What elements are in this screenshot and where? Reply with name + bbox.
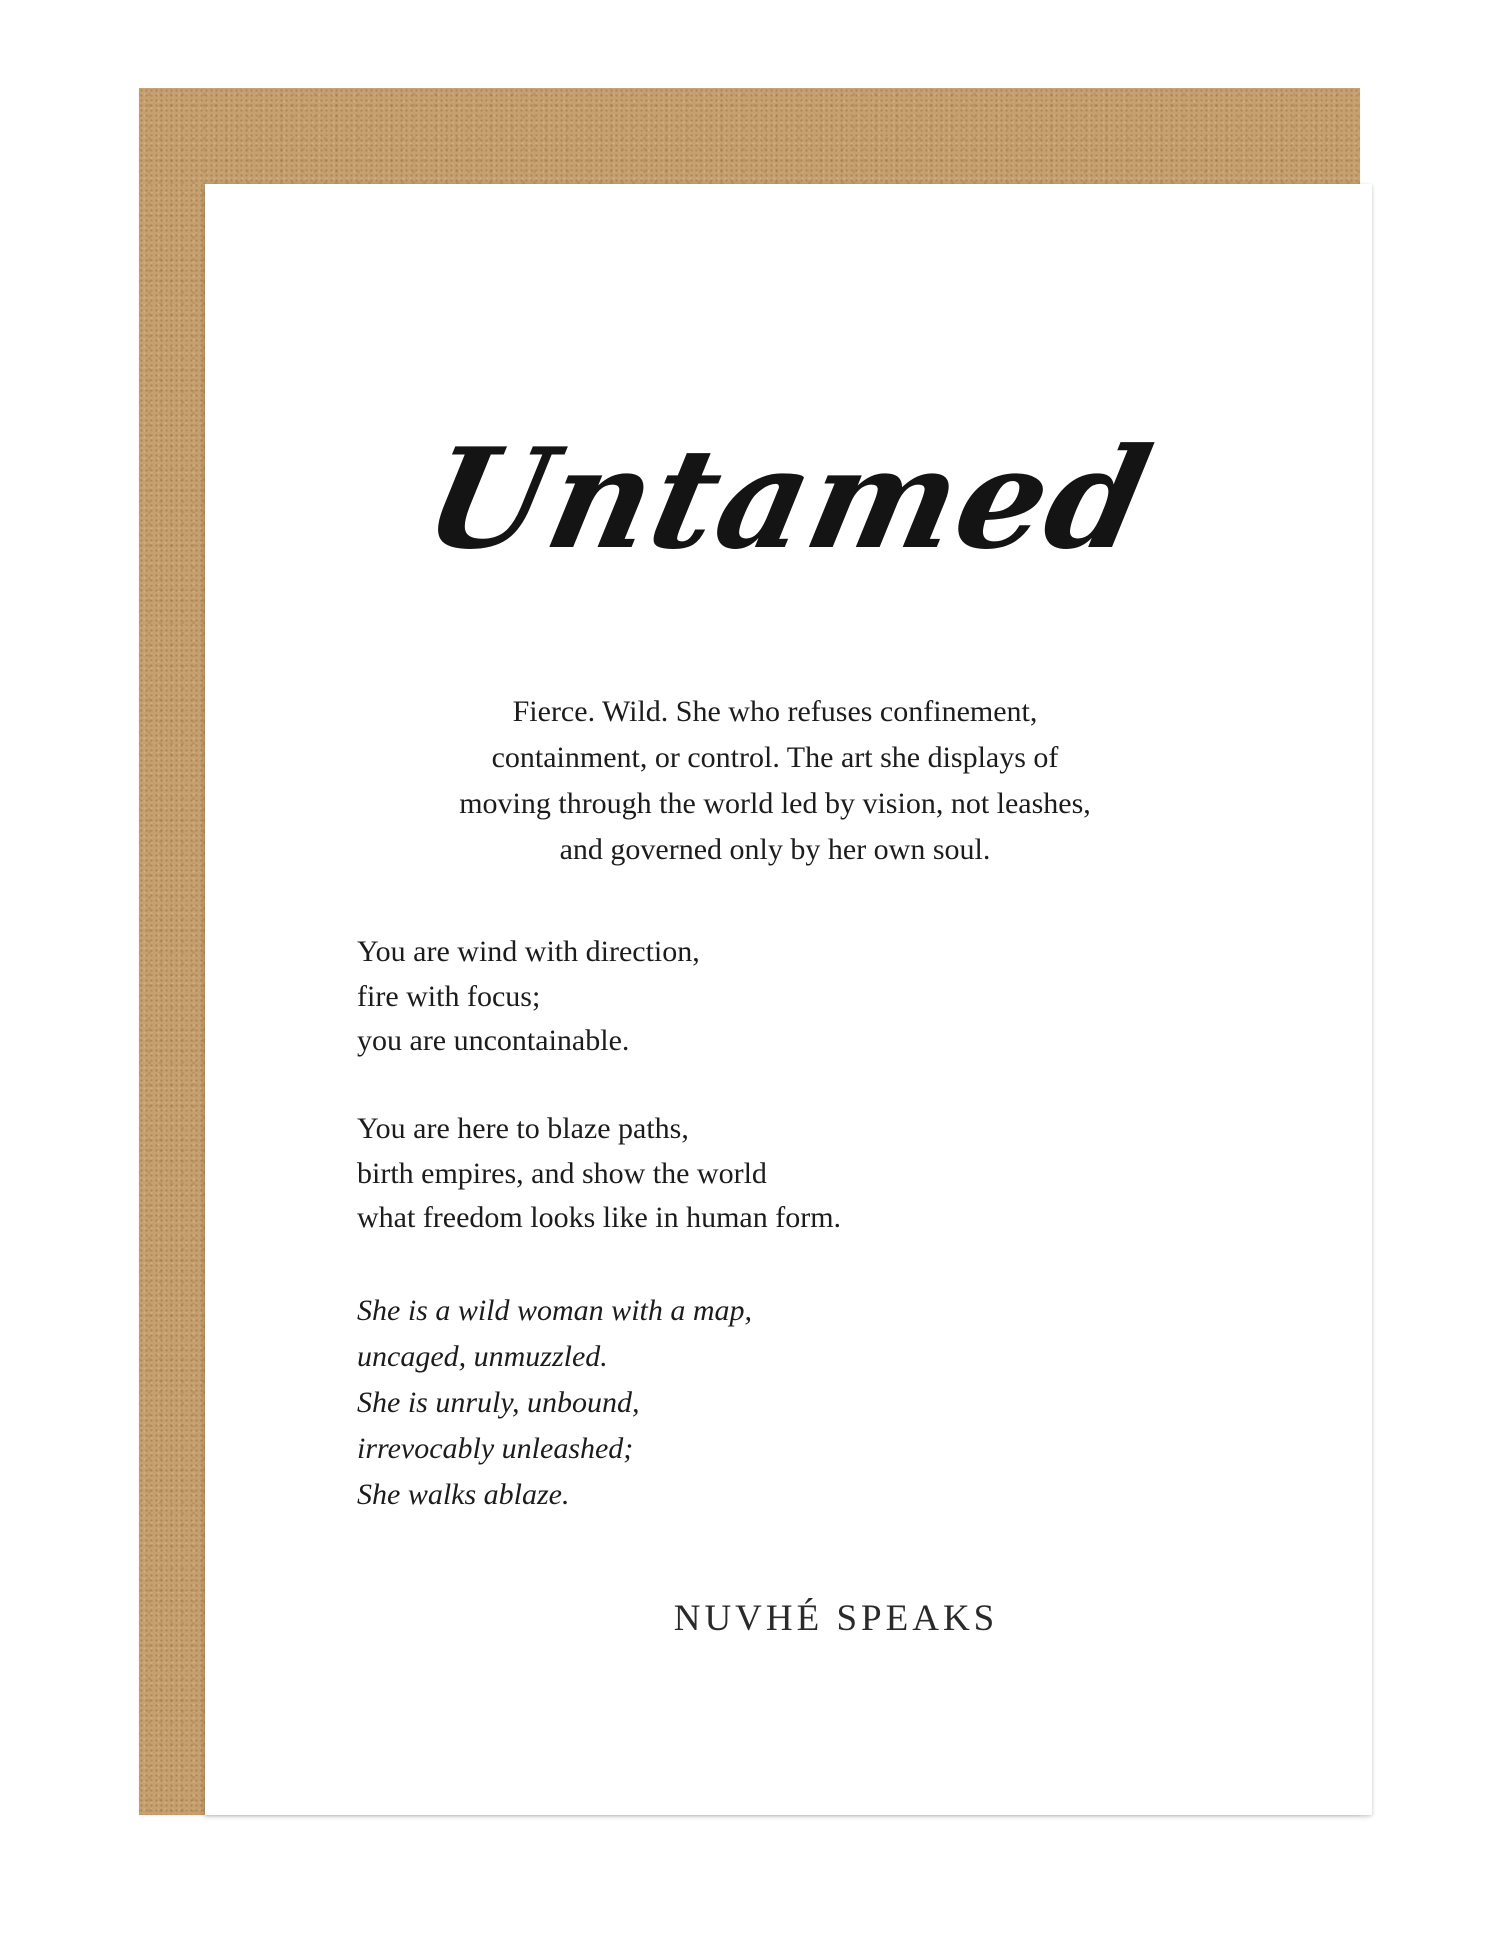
definition-line: moving through the world led by vision, not leashes,: [459, 787, 1091, 820]
poem-line: You are here to blaze paths,: [357, 1112, 689, 1145]
poem-line: She walks ablaze.: [357, 1478, 570, 1511]
definition-line: Fierce. Wild. She who refuses confinement,: [512, 695, 1038, 728]
poem-line: fire with focus;: [357, 979, 541, 1013]
poem-stanza-3: [357, 1288, 752, 1518]
definition-text: [325, 689, 1225, 873]
poem-line: what freedom looks like in human form.: [357, 1201, 842, 1234]
poem-line: you are uncontainable.: [357, 1024, 630, 1057]
poem-line: uncaged, unmuzzled.: [357, 1340, 608, 1373]
poem-line: She is unruly, unbound,: [357, 1386, 640, 1419]
card-title: Untamed: [412, 417, 1166, 580]
poem-stanza-2: [357, 1107, 841, 1241]
author-signature: NUVHÉ SPEAKS: [673, 1598, 999, 1639]
poem-line: She is a wild woman with a map,: [357, 1294, 753, 1327]
definition-line: containment, or control. The art she displays of: [491, 741, 1059, 774]
poem-line: irrevocably unleashed;: [357, 1432, 634, 1465]
poem-line: You are wind with direction,: [357, 935, 700, 968]
greeting-card: [205, 184, 1372, 1815]
poem-line: birth empires, and show the world: [357, 1156, 767, 1190]
poem-stanza-1: [357, 930, 700, 1064]
definition-line: and governed only by her own soul.: [559, 833, 991, 866]
